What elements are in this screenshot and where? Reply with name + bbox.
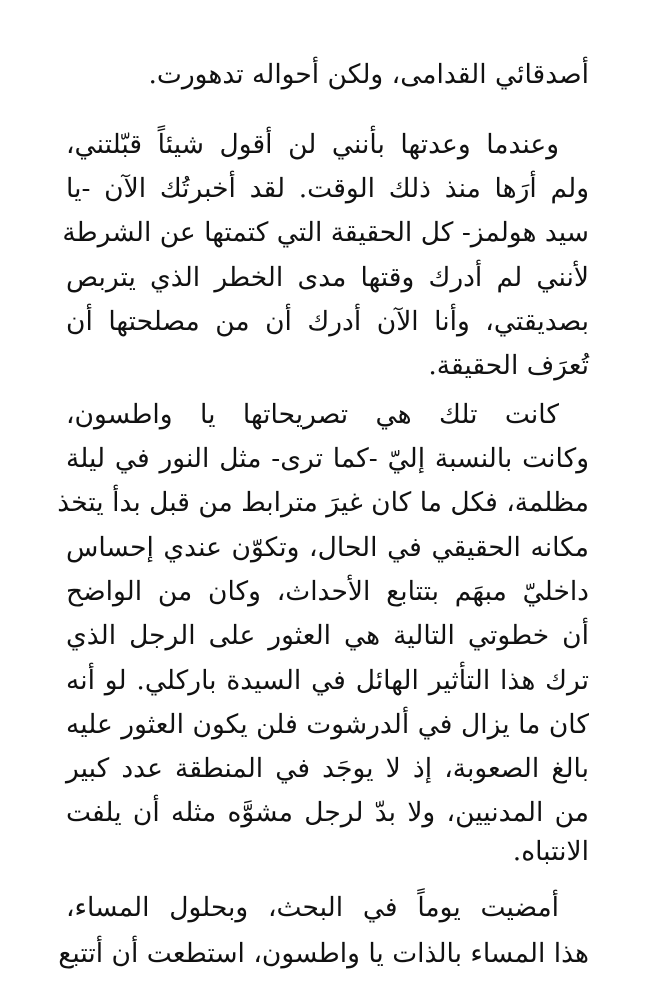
text-line: أمضيت يوماً في البحث، وبحلول المساء،	[66, 892, 559, 923]
text-line: تُعرَف الحقيقة.	[428, 350, 589, 381]
text-line: بالغ الصعوبة، إذ لا يوجَد في المنطقة عدد كبير	[66, 753, 589, 784]
text-line: كان ما يزال في ألدرشوت فلن يكون العثور عليه	[66, 709, 589, 740]
text-line: بصديقتي، وأنا الآن أدرك أن من مصلحتها أن	[66, 306, 589, 337]
text-line: الانتباه.	[512, 836, 589, 867]
text-line: مكانه الحقيقي في الحال، وتكوّن عندي إحساس	[66, 532, 589, 563]
text-line: أصدقائي القدامى، ولكن أحواله تدهورت.	[148, 59, 589, 90]
text-line: لأنني لم أدرك وقتها مدى الخطر الذي يتربص	[66, 262, 589, 293]
text-line: سيد هولمز- كل الحقيقة التي كتمتها عن الشرطة	[62, 217, 589, 248]
text-line: وكانت بالنسبة إليّ -كما ترى- مثل النور في ليلة	[66, 443, 589, 474]
text-line: من المدنيين، ولا بدّ لرجل مشوَّه مثله أن يلفت	[66, 797, 589, 828]
text-line: ولم أرَها منذ ذلك الوقت. لقد أخبرتُك الآن -يا	[66, 173, 589, 204]
text-line: كانت تلك هي تصريحاتها يا واطسون،	[66, 399, 559, 430]
text-line: هذا المساء بالذات يا واطسون، استطعت أن أتتبع	[58, 938, 589, 969]
text-line: مظلمة، فكل ما كان غيرَ مترابط من قبل بدأ يتخذ	[57, 487, 589, 518]
text-line: أن خطوتي التالية هي العثور على الرجل الذي	[66, 620, 589, 651]
text-line: وعندما وعدتها بأنني لن أقول شيئاً قبّلتني،	[66, 129, 559, 160]
text-line: داخليّ مبهَم بتتابع الأحداث، وكان من الواضح	[66, 576, 589, 607]
text-line: ترك هذا التأثير الهائل في السيدة باركلي. لو أنه	[66, 665, 589, 696]
